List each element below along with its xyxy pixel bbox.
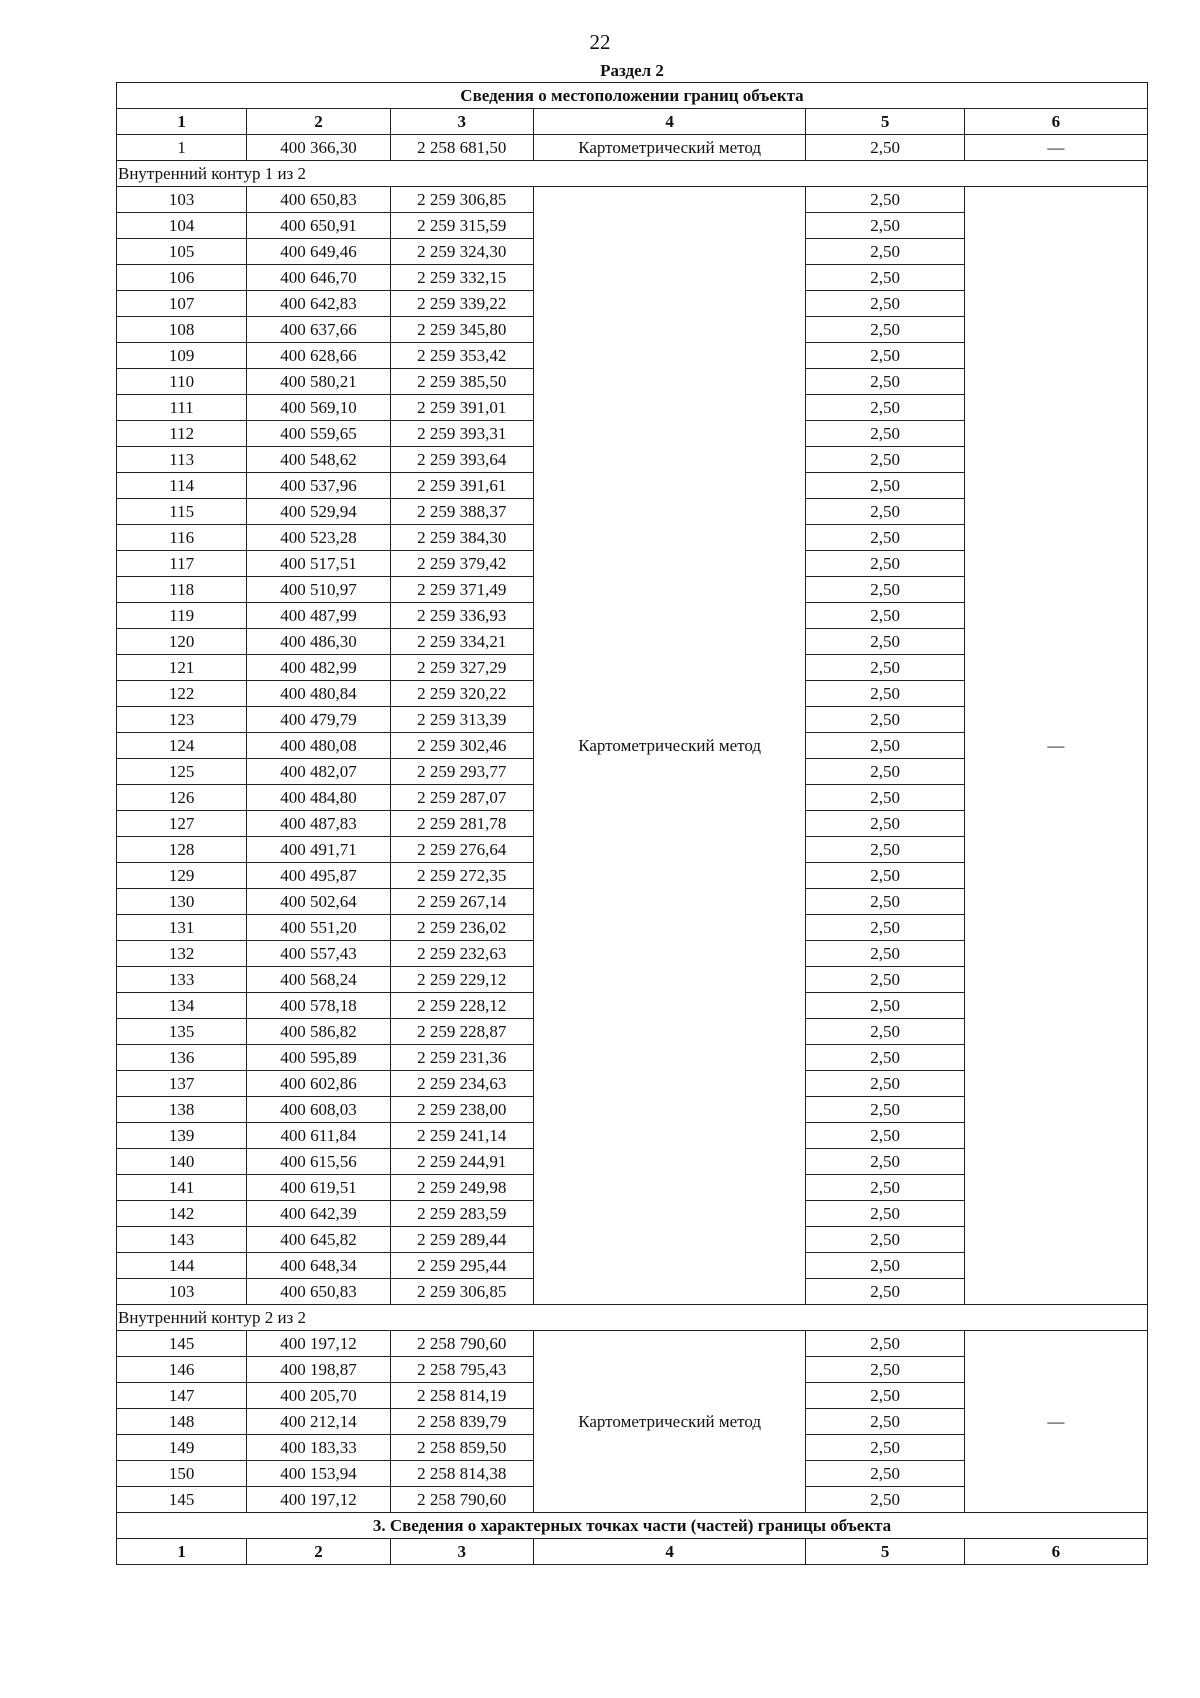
point-number: 1 — [117, 135, 247, 161]
coordinate-y: 2 259 267,14 — [390, 889, 533, 915]
coordinate-y: 2 259 315,59 — [390, 213, 533, 239]
coordinate-y: 2 258 814,38 — [390, 1461, 533, 1487]
point-number: 143 — [117, 1227, 247, 1253]
column-header: 4 — [533, 1539, 806, 1565]
accuracy: 2,50 — [806, 967, 964, 993]
coordinate-x: 400 517,51 — [247, 551, 390, 577]
coordinate-x: 400 212,14 — [247, 1409, 390, 1435]
column-header: 2 — [247, 109, 390, 135]
coordinate-x: 400 628,66 — [247, 343, 390, 369]
coordinate-y: 2 259 339,22 — [390, 291, 533, 317]
coordinate-x: 400 482,07 — [247, 759, 390, 785]
point-number: 139 — [117, 1123, 247, 1149]
coordinate-x: 400 615,56 — [247, 1149, 390, 1175]
accuracy: 2,50 — [806, 993, 964, 1019]
coordinate-y: 2 259 293,77 — [390, 759, 533, 785]
coordinate-y: 2 259 327,29 — [390, 655, 533, 681]
point-number: 104 — [117, 213, 247, 239]
column-header: 6 — [964, 1539, 1147, 1565]
accuracy: 2,50 — [806, 785, 964, 811]
point-number: 128 — [117, 837, 247, 863]
column-header: 1 — [117, 109, 247, 135]
point-number: 132 — [117, 941, 247, 967]
coordinate-y: 2 259 295,44 — [390, 1253, 533, 1279]
point-number: 124 — [117, 733, 247, 759]
accuracy: 2,50 — [806, 1357, 964, 1383]
coordinate-x: 400 642,39 — [247, 1201, 390, 1227]
coordinate-y: 2 259 289,44 — [390, 1227, 533, 1253]
coordinate-x: 400 608,03 — [247, 1097, 390, 1123]
point-number: 119 — [117, 603, 247, 629]
point-number: 122 — [117, 681, 247, 707]
contour-label: Внутренний контур 1 из 2 — [117, 161, 1148, 187]
point-number: 136 — [117, 1045, 247, 1071]
accuracy: 2,50 — [806, 1461, 964, 1487]
coordinate-y: 2 259 320,22 — [390, 681, 533, 707]
coordinate-x: 400 198,87 — [247, 1357, 390, 1383]
coordinate-x: 400 646,70 — [247, 265, 390, 291]
point-number: 147 — [117, 1383, 247, 1409]
method: Картометрический метод — [533, 187, 806, 1305]
coordinate-x: 400 495,87 — [247, 863, 390, 889]
point-number: 107 — [117, 291, 247, 317]
column-header: 2 — [247, 1539, 390, 1565]
point-number: 125 — [117, 759, 247, 785]
coordinate-x: 400 548,62 — [247, 447, 390, 473]
point-number: 133 — [117, 967, 247, 993]
coordinate-x: 400 153,94 — [247, 1461, 390, 1487]
coordinate-x: 400 480,08 — [247, 733, 390, 759]
accuracy: 2,50 — [806, 629, 964, 655]
coordinate-y: 2 259 384,30 — [390, 525, 533, 551]
coordinate-y: 2 259 393,31 — [390, 421, 533, 447]
section-title: Раздел 2 — [600, 61, 664, 80]
point-number: 130 — [117, 889, 247, 915]
section3-caption-row — [117, 1513, 1148, 1539]
coordinate-x: 400 366,30 — [247, 135, 390, 161]
accuracy: 2,50 — [806, 1227, 964, 1253]
coordinate-x: 400 551,20 — [247, 915, 390, 941]
coordinate-y: 2 259 234,63 — [390, 1071, 533, 1097]
coordinate-x: 400 482,99 — [247, 655, 390, 681]
table-row — [117, 135, 1148, 161]
accuracy: 2,50 — [806, 1331, 964, 1357]
coordinate-x: 400 484,80 — [247, 785, 390, 811]
method: Картометрический метод — [533, 135, 806, 161]
coordinate-y: 2 259 241,14 — [390, 1123, 533, 1149]
table-row — [117, 1331, 1148, 1357]
coordinate-x: 400 523,28 — [247, 525, 390, 551]
boundary-table-body — [117, 83, 1148, 1565]
coordinate-y: 2 259 281,78 — [390, 811, 533, 837]
coordinate-x: 400 487,99 — [247, 603, 390, 629]
accuracy: 2,50 — [806, 1253, 964, 1279]
accuracy: 2,50 — [806, 1175, 964, 1201]
accuracy: 2,50 — [806, 759, 964, 785]
point-number: 127 — [117, 811, 247, 837]
point-number: 140 — [117, 1149, 247, 1175]
coordinate-x: 400 510,97 — [247, 577, 390, 603]
coordinate-y: 2 259 229,12 — [390, 967, 533, 993]
coordinate-y: 2 258 859,50 — [390, 1435, 533, 1461]
point-number: 114 — [117, 473, 247, 499]
point-number: 131 — [117, 915, 247, 941]
accuracy: 2,50 — [806, 395, 964, 421]
coordinate-y: 2 258 839,79 — [390, 1409, 533, 1435]
coordinate-x: 400 197,12 — [247, 1487, 390, 1513]
accuracy: 2,50 — [806, 551, 964, 577]
section3-header-row — [117, 1539, 1148, 1565]
coordinate-y: 2 259 391,61 — [390, 473, 533, 499]
coordinate-x: 400 529,94 — [247, 499, 390, 525]
coordinate-y: 2 259 371,49 — [390, 577, 533, 603]
point-number: 146 — [117, 1357, 247, 1383]
coordinate-x: 400 197,12 — [247, 1331, 390, 1357]
accuracy: 2,50 — [806, 1149, 964, 1175]
table-caption-row — [117, 83, 1148, 109]
point-number: 112 — [117, 421, 247, 447]
accuracy: 2,50 — [806, 369, 964, 395]
accuracy: 2,50 — [806, 525, 964, 551]
coordinate-y: 2 259 287,07 — [390, 785, 533, 811]
point-number: 113 — [117, 447, 247, 473]
point-number: 123 — [117, 707, 247, 733]
point-number: 150 — [117, 1461, 247, 1487]
coordinate-x: 400 650,83 — [247, 1279, 390, 1305]
accuracy: 2,50 — [806, 213, 964, 239]
accuracy: 2,50 — [806, 473, 964, 499]
coordinate-y: 2 259 228,87 — [390, 1019, 533, 1045]
column-header: 4 — [533, 109, 806, 135]
coordinate-y: 2 259 244,91 — [390, 1149, 533, 1175]
coordinate-x: 400 648,34 — [247, 1253, 390, 1279]
accuracy: 2,50 — [806, 681, 964, 707]
method: Картометрический метод — [533, 1331, 806, 1513]
coordinate-y: 2 259 332,15 — [390, 265, 533, 291]
accuracy: 2,50 — [806, 135, 964, 161]
coordinate-y: 2 259 249,98 — [390, 1175, 533, 1201]
coordinate-y: 2 259 345,80 — [390, 317, 533, 343]
coordinate-y: 2 258 814,19 — [390, 1383, 533, 1409]
accuracy: 2,50 — [806, 707, 964, 733]
column-header: 5 — [806, 1539, 964, 1565]
point-number: 129 — [117, 863, 247, 889]
coordinate-y: 2 259 334,21 — [390, 629, 533, 655]
accuracy: 2,50 — [806, 603, 964, 629]
point-number: 116 — [117, 525, 247, 551]
coordinate-x: 400 595,89 — [247, 1045, 390, 1071]
coordinate-y: 2 259 238,00 — [390, 1097, 533, 1123]
coordinate-y: 2 259 232,63 — [390, 941, 533, 967]
coordinate-y: 2 259 379,42 — [390, 551, 533, 577]
coordinate-x: 400 502,64 — [247, 889, 390, 915]
column-header-row — [117, 109, 1148, 135]
coordinate-x: 400 559,65 — [247, 421, 390, 447]
description: — — [964, 187, 1147, 1305]
coordinate-y: 2 259 385,50 — [390, 369, 533, 395]
point-number: 142 — [117, 1201, 247, 1227]
accuracy: 2,50 — [806, 1279, 964, 1305]
accuracy: 2,50 — [806, 1071, 964, 1097]
point-number: 149 — [117, 1435, 247, 1461]
table-row — [117, 187, 1148, 213]
coordinate-x: 400 619,51 — [247, 1175, 390, 1201]
point-number: 108 — [117, 317, 247, 343]
coordinate-y: 2 259 283,59 — [390, 1201, 533, 1227]
contour-label: Внутренний контур 2 из 2 — [117, 1305, 1148, 1331]
coordinate-x: 400 580,21 — [247, 369, 390, 395]
coordinate-y: 2 259 302,46 — [390, 733, 533, 759]
accuracy: 2,50 — [806, 811, 964, 837]
point-number: 141 — [117, 1175, 247, 1201]
point-number: 126 — [117, 785, 247, 811]
section3-caption: 3. Сведения о характерных точках части (частей) границы объекта — [117, 1513, 1148, 1539]
point-number: 115 — [117, 499, 247, 525]
accuracy: 2,50 — [806, 291, 964, 317]
coordinate-y: 2 258 790,60 — [390, 1487, 533, 1513]
point-number: 111 — [117, 395, 247, 421]
accuracy: 2,50 — [806, 577, 964, 603]
coordinate-y: 2 259 393,64 — [390, 447, 533, 473]
description: — — [964, 135, 1147, 161]
boundary-table — [116, 82, 1148, 1565]
coordinate-y: 2 259 276,64 — [390, 837, 533, 863]
accuracy: 2,50 — [806, 499, 964, 525]
coordinate-x: 400 578,18 — [247, 993, 390, 1019]
accuracy: 2,50 — [806, 1045, 964, 1071]
coordinate-y: 2 259 391,01 — [390, 395, 533, 421]
accuracy: 2,50 — [806, 1435, 964, 1461]
accuracy: 2,50 — [806, 1123, 964, 1149]
coordinate-x: 400 205,70 — [247, 1383, 390, 1409]
accuracy: 2,50 — [806, 733, 964, 759]
coordinate-y: 2 258 790,60 — [390, 1331, 533, 1357]
coordinate-y: 2 259 336,93 — [390, 603, 533, 629]
coordinate-x: 400 557,43 — [247, 941, 390, 967]
accuracy: 2,50 — [806, 889, 964, 915]
point-number: 110 — [117, 369, 247, 395]
point-number: 103 — [117, 1279, 247, 1305]
accuracy: 2,50 — [806, 1383, 964, 1409]
coordinate-x: 400 486,30 — [247, 629, 390, 655]
column-header: 5 — [806, 109, 964, 135]
coordinate-x: 400 586,82 — [247, 1019, 390, 1045]
coordinate-x: 400 650,91 — [247, 213, 390, 239]
coordinate-y: 2 259 236,02 — [390, 915, 533, 941]
coordinate-y: 2 259 324,30 — [390, 239, 533, 265]
coordinate-x: 400 537,96 — [247, 473, 390, 499]
point-number: 103 — [117, 187, 247, 213]
point-number: 144 — [117, 1253, 247, 1279]
contour-label-row — [117, 1305, 1148, 1331]
accuracy: 2,50 — [806, 187, 964, 213]
coordinate-x: 400 479,79 — [247, 707, 390, 733]
accuracy: 2,50 — [806, 655, 964, 681]
accuracy: 2,50 — [806, 239, 964, 265]
accuracy: 2,50 — [806, 915, 964, 941]
accuracy: 2,50 — [806, 1019, 964, 1045]
coordinate-y: 2 259 306,85 — [390, 187, 533, 213]
coordinate-x: 400 611,84 — [247, 1123, 390, 1149]
column-header: 1 — [117, 1539, 247, 1565]
column-header: 6 — [964, 109, 1147, 135]
coordinate-y: 2 259 353,42 — [390, 343, 533, 369]
accuracy: 2,50 — [806, 343, 964, 369]
coordinate-y: 2 258 795,43 — [390, 1357, 533, 1383]
accuracy: 2,50 — [806, 1201, 964, 1227]
coordinate-x: 400 568,24 — [247, 967, 390, 993]
point-number: 148 — [117, 1409, 247, 1435]
coordinate-y: 2 259 388,37 — [390, 499, 533, 525]
point-number: 109 — [117, 343, 247, 369]
coordinate-y: 2 259 228,12 — [390, 993, 533, 1019]
accuracy: 2,50 — [806, 941, 964, 967]
coordinate-x: 400 645,82 — [247, 1227, 390, 1253]
point-number: 120 — [117, 629, 247, 655]
accuracy: 2,50 — [806, 1097, 964, 1123]
coordinate-x: 400 569,10 — [247, 395, 390, 421]
point-number: 118 — [117, 577, 247, 603]
accuracy: 2,50 — [806, 1487, 964, 1513]
point-number: 135 — [117, 1019, 247, 1045]
coordinate-x: 400 602,86 — [247, 1071, 390, 1097]
page-number: 22 — [589, 30, 611, 54]
point-number: 105 — [117, 239, 247, 265]
accuracy: 2,50 — [806, 265, 964, 291]
coordinate-y: 2 259 272,35 — [390, 863, 533, 889]
point-number: 106 — [117, 265, 247, 291]
coordinate-x: 400 642,83 — [247, 291, 390, 317]
accuracy: 2,50 — [806, 421, 964, 447]
accuracy: 2,50 — [806, 837, 964, 863]
coordinate-y: 2 259 231,36 — [390, 1045, 533, 1071]
point-number: 117 — [117, 551, 247, 577]
coordinate-x: 400 480,84 — [247, 681, 390, 707]
point-number: 137 — [117, 1071, 247, 1097]
coordinate-y: 2 259 313,39 — [390, 707, 533, 733]
accuracy: 2,50 — [806, 1409, 964, 1435]
coordinate-x: 400 637,66 — [247, 317, 390, 343]
coordinate-x: 400 650,83 — [247, 187, 390, 213]
column-header: 3 — [390, 1539, 533, 1565]
coordinate-y: 2 259 306,85 — [390, 1279, 533, 1305]
coordinate-x: 400 487,83 — [247, 811, 390, 837]
coordinate-x: 400 491,71 — [247, 837, 390, 863]
point-number: 145 — [117, 1487, 247, 1513]
column-header: 3 — [390, 109, 533, 135]
coordinate-x: 400 183,33 — [247, 1435, 390, 1461]
description: — — [964, 1331, 1147, 1513]
point-number: 145 — [117, 1331, 247, 1357]
point-number: 138 — [117, 1097, 247, 1123]
accuracy: 2,50 — [806, 317, 964, 343]
point-number: 121 — [117, 655, 247, 681]
coordinate-x: 400 649,46 — [247, 239, 390, 265]
coordinate-y: 2 258 681,50 — [390, 135, 533, 161]
contour-label-row — [117, 161, 1148, 187]
table-caption: Сведения о местоположении границ объекта — [117, 83, 1148, 109]
point-number: 134 — [117, 993, 247, 1019]
accuracy: 2,50 — [806, 447, 964, 473]
accuracy: 2,50 — [806, 863, 964, 889]
